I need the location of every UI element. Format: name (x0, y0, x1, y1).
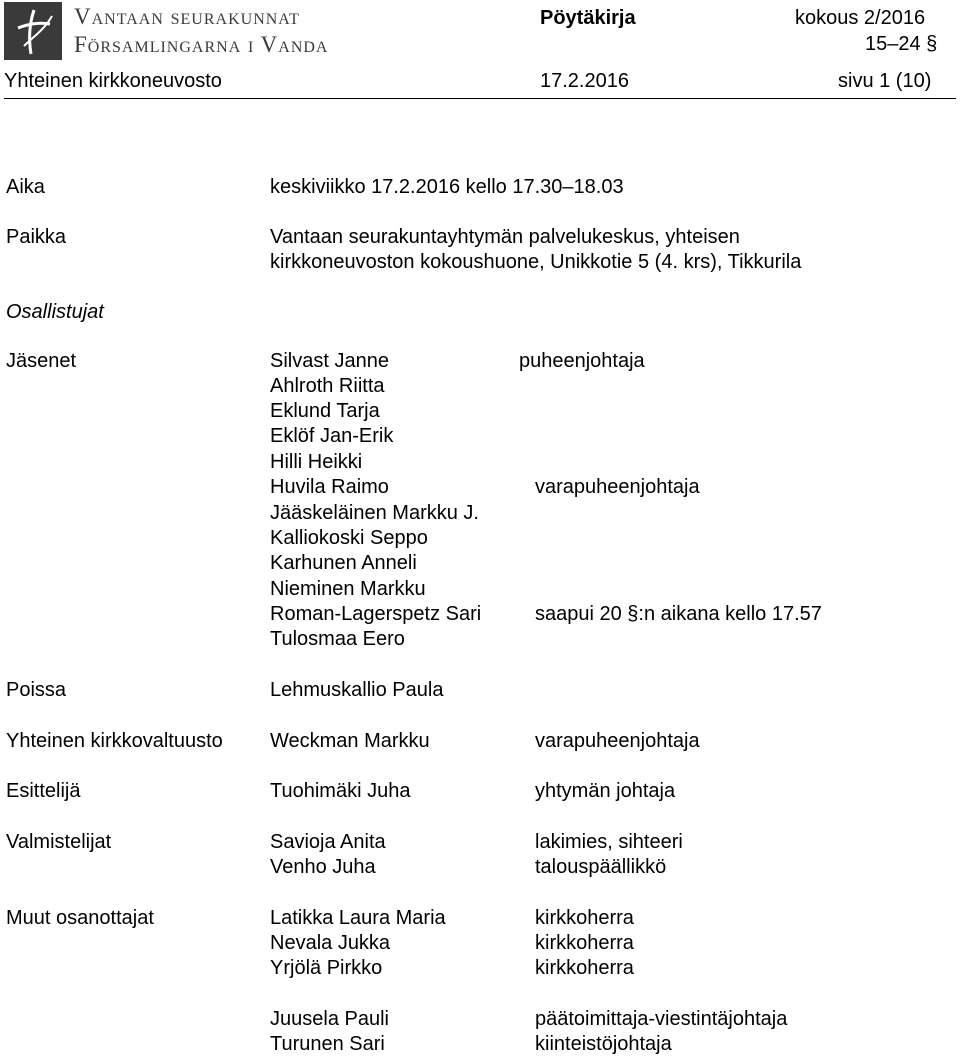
preparer-name: Savioja Anita (270, 831, 386, 853)
presenter-label: Esittelijä (6, 780, 81, 802)
preparer-role: lakimies, sihteeri (535, 831, 683, 853)
paikka-line1: Vantaan seurakuntayhtymän palvelukeskus, yhteisen (270, 226, 740, 248)
others-label: Muut osanottajat (6, 907, 154, 929)
other-name: Juusela Pauli (270, 1008, 389, 1030)
header-divider (4, 98, 956, 99)
paikka-label: Paikka (6, 226, 67, 248)
other-name: Nevala Jukka (270, 932, 391, 954)
paikka-line2: kirkkoneuvoston kokoushuone, Unikkotie 5 (4. krs), Tikkurila (270, 251, 802, 273)
council-role: varapuheenjohtaja (535, 730, 700, 752)
member-name: Silvast Janne (270, 350, 389, 372)
member-name: Nieminen Markku (270, 578, 426, 600)
absent-label: Poissa (6, 679, 67, 701)
member-name: Ahlroth Riitta (270, 375, 385, 397)
preparer-name: Venho Juha (270, 856, 376, 878)
cross-logo-icon (4, 2, 62, 60)
member-name: Roman-Lagerspetz Sari (270, 603, 482, 625)
org-name-fi: Vantaan seurakunnat (74, 4, 300, 29)
presenter-name: Tuohimäki Juha (270, 780, 411, 802)
members-label: Jäsenet (6, 350, 77, 372)
preparer-role: talouspäällikkö (535, 856, 667, 878)
member-name: Huvila Raimo (270, 476, 389, 498)
meeting-number: kokous 2/2016 (795, 7, 926, 29)
logo (4, 2, 62, 60)
page-number: sivu 1 (10) (838, 70, 932, 92)
member-role: puheenjohtaja (519, 350, 645, 372)
member-name: Karhunen Anneli (270, 552, 417, 574)
section-range: 15–24 § (865, 33, 938, 55)
org-name-sv: Församlingarna i Vanda (74, 32, 329, 57)
presenter-role: yhtymän johtaja (535, 780, 676, 802)
member-note: saapui 20 §:n aikana kello 17.57 (535, 603, 822, 625)
other-name: Latikka Laura Maria (270, 907, 446, 929)
osallistujat-label: Osallistujat (6, 301, 104, 323)
other-role: kiinteistöjohtaja (535, 1033, 672, 1055)
preparers-label: Valmistelijat (6, 831, 112, 853)
other-name: Turunen Sari (270, 1033, 385, 1055)
other-role: kirkkoherra (535, 957, 634, 979)
council-name: Yhteinen kirkkoneuvosto (4, 70, 222, 92)
council-label: Yhteinen kirkkovaltuusto (6, 730, 223, 752)
absent-name: Lehmuskallio Paula (270, 679, 444, 701)
other-role: kirkkoherra (535, 907, 634, 929)
aika-value: keskiviikko 17.2.2016 kello 17.30–18.03 (270, 176, 624, 198)
doc-type: Pöytäkirja (540, 7, 636, 29)
member-name: Eklöf Jan-Erik (270, 425, 394, 447)
member-role: varapuheenjohtaja (535, 476, 700, 498)
member-name: Tulosmaa Eero (270, 628, 405, 650)
member-name: Jääskeläinen Markku J. (270, 502, 479, 524)
council-person: Weckman Markku (270, 730, 430, 752)
other-name: Yrjölä Pirkko (270, 957, 383, 979)
member-name: Eklund Tarja (270, 400, 380, 422)
other-role: päätoimittaja-viestintäjohtaja (535, 1008, 788, 1030)
member-name: Hilli Heikki (270, 451, 363, 473)
meeting-date: 17.2.2016 (540, 70, 629, 92)
other-role: kirkkoherra (535, 932, 634, 954)
aika-label: Aika (6, 176, 45, 198)
member-name: Kalliokoski Seppo (270, 527, 428, 549)
